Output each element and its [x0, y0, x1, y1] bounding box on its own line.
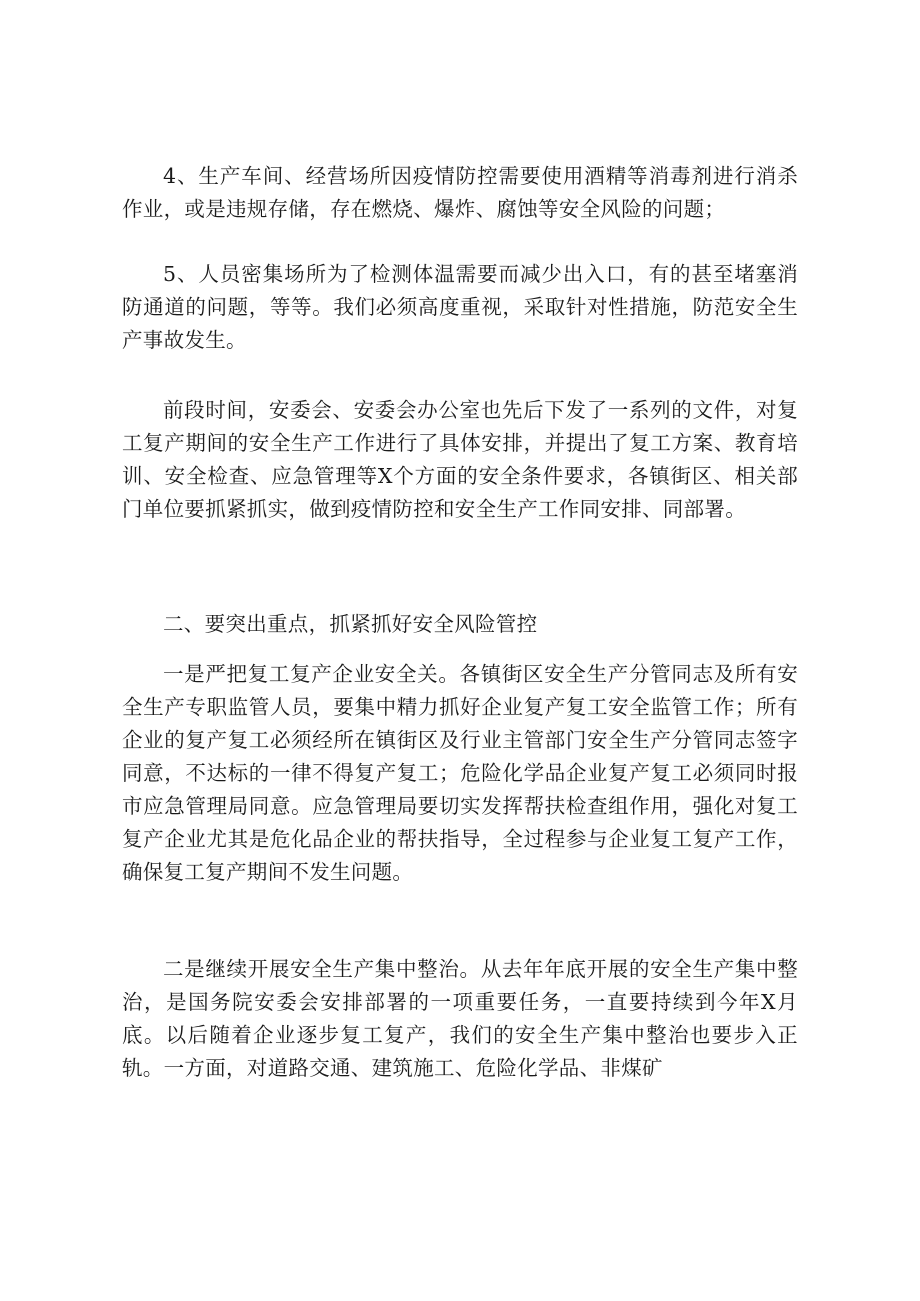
section-heading-risk-control: 二、要突出重点，抓紧抓好安全风险管控 — [163, 612, 538, 636]
paragraph-item-5: 5、人员密集场所为了检测体温需要而减少出入口，有的甚至堵塞消防通道的问题，等等。我们必须高度重视，采取针对性措施，防范安全生产事故发生。 — [122, 262, 798, 352]
paragraph-earlier-documents: 前段时间，安委会、安委会办公室也先后下发了一系列的文件，对复工复产期间的安全生产工作进行了具体安排，并提出了复工方案、教育培训、安全检查、应急管理等X个方面的安全条件要求，各镇街区、相关部门单位要抓紧抓实，做到疫情防控和安全生产工作同安排、同部署。 — [122, 398, 798, 521]
paragraph-item-4: 4、生产车间、经营场所因疫情防控需要使用酒精等消毒剂进行消杀作业，或是违规存储，存在燃烧、爆炸、腐蚀等安全风险的问题； — [122, 164, 798, 221]
paragraph-point-one: 一是严把复工复产企业安全关。各镇街区安全生产分管同志及所有安全生产专职监管人员，要集中精力抓好企业复产复工安全监管工作；所有企业的复产复工必须经所在镇街区及行业主管部门安全生产分管同志签字同意，不达标的一律不得复产复工；危险化学品企业复产复工必须同时报市应急管理局同意。应急管理局要切实发挥帮扶检查组作用，强化对复工复产企业尤其是危化品企业的帮扶指导，全过程参与企业复工复产工作，确保复工复产期间不发生问题。 — [122, 662, 798, 884]
paragraph-point-two: 二是继续开展安全生产集中整治。从去年年底开展的安全生产集中整治，是国务院安委会安排部署的一项重要任务，一直要持续到今年X月底。以后随着企业逐步复工复产，我们的安全生产集中整治也要步入正轨。一方面，对道路交通、建筑施工、危险化学品、非煤矿 — [122, 957, 798, 1080]
